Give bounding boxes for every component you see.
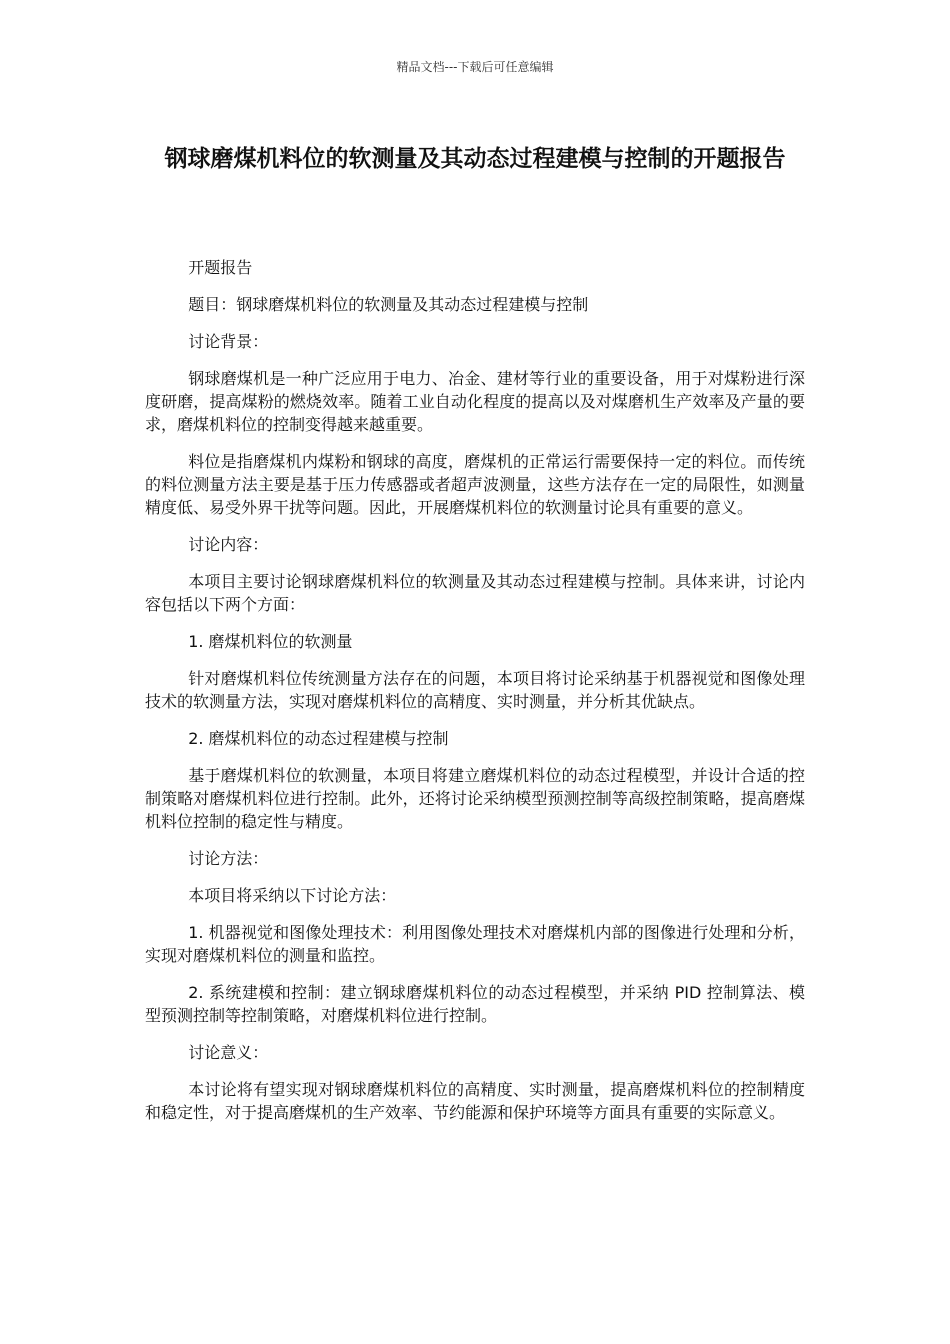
paragraph-topic: 题目：钢球磨煤机料位的软测量及其动态过程建模与控制: [188, 295, 589, 314]
paragraph-report-label: 开题报告: [188, 258, 253, 277]
heading-method: 讨论方法：: [188, 849, 269, 868]
paragraph-significance: 本讨论将有望实现对钢球磨煤机料位的高精度、实时测量，提高磨煤机料位的控制精度和稳定性，对于提高磨煤机的生产效率、节约能源和保护环境等方面具有重要的实际意义。: [145, 1080, 805, 1122]
paragraph-method-intro: 本项目将采纳以下讨论方法：: [188, 886, 397, 905]
document-title: 钢球磨煤机料位的软测量及其动态过程建模与控制的开题报告: [164, 146, 786, 172]
paragraph-content-intro: 本项目主要讨论钢球磨煤机料位的软测量及其动态过程建模与控制。具体来讲，讨论内容包括以下两个方面：: [145, 572, 805, 614]
paragraph-method-1: 1. 机器视觉和图像处理技术：利用图像处理技术对磨煤机内部的图像进行处理和分析，实现对磨煤机料位的测量和监控。: [145, 923, 805, 965]
heading-content: 讨论内容：: [188, 535, 269, 554]
document-body: [145, 256, 805, 1138]
subheading-modeling-control: 2. 磨煤机料位的动态过程建模与控制: [188, 729, 449, 748]
heading-significance: 讨论意义：: [188, 1043, 269, 1062]
header-note: 精品文档---下载后可任意编辑: [396, 60, 554, 74]
paragraph-method-2: 2. 系统建模和控制：建立钢球磨煤机料位的动态过程模型，并采纳 PID 控制算法、模型预测控制等控制策略，对磨煤机料位进行控制。: [145, 983, 805, 1025]
heading-background: 讨论背景：: [188, 332, 269, 351]
paragraph-background-1: 钢球磨煤机是一种广泛应用于电力、冶金、建材等行业的重要设备，用于对煤粉进行深度研磨，提高煤粉的燃烧效率。随着工业自动化程度的提高以及对煤磨机生产效率及产量的要求，磨煤机料位的控制变得越来越重要。: [145, 369, 805, 434]
paragraph-background-2: 料位是指磨煤机内煤粉和钢球的高度，磨煤机的正常运行需要保持一定的料位。而传统的料位测量方法主要是基于压力传感器或者超声波测量，这些方法存在一定的局限性，如测量精度低、易受外界干扰等问题。因此，开展磨煤机料位的软测量讨论具有重要的意义。: [145, 452, 805, 517]
paragraph-soft-measurement: 针对磨煤机料位传统测量方法存在的问题，本项目将讨论采纳基于机器视觉和图像处理技术的软测量方法，实现对磨煤机料位的高精度、实时测量，并分析其优缺点。: [145, 669, 805, 711]
subheading-soft-measurement: 1. 磨煤机料位的软测量: [188, 632, 353, 651]
paragraph-modeling-control: 基于磨煤机料位的软测量，本项目将建立磨煤机料位的动态过程模型，并设计合适的控制策略对磨煤机料位进行控制。此外，还将讨论采纳模型预测控制等高级控制策略，提高磨煤机料位控制的稳定性与精度。: [145, 766, 805, 831]
